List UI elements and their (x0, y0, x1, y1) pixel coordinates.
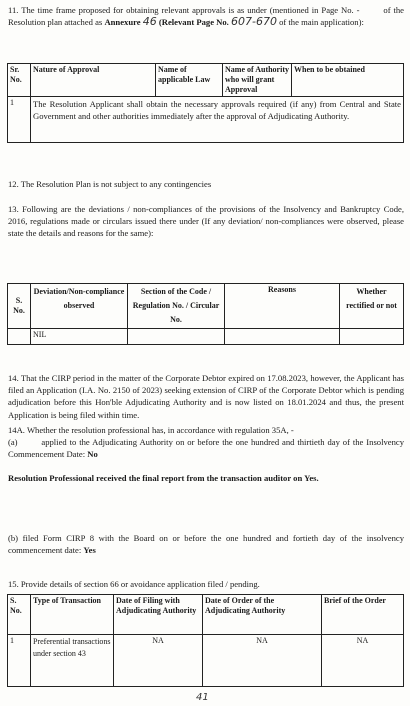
avoidance-header-order: Date of Order of the Adjudicating Authority (203, 595, 322, 635)
section-14a-intro: 14A. Whether the resolution professional has, in accordance with regulation 35A, - (8, 425, 294, 435)
avoidance-header-brief: Brief of the Order (322, 595, 404, 635)
relevant-page-label: (Relevant Page No. (158, 17, 229, 28)
approvals-header-sr: Sr. No. (8, 64, 31, 97)
section-12-text: 12. The Resolution Plan is not subject to any contingencies (8, 179, 212, 189)
approvals-row-sr: 1 (8, 97, 31, 143)
approvals-header-authority: Name of Authority who will grant Approval (223, 64, 292, 97)
annexure-number-handwritten: 46 (142, 15, 157, 29)
approvals-header-nature: Nature of Approval (31, 64, 156, 97)
avoidance-row-order: NA (203, 635, 322, 687)
avoidance-header-filing: Date of Filing with Adjudicating Authority (114, 595, 203, 635)
deviations-row-section (128, 329, 225, 345)
section-14a-a (8, 436, 404, 460)
avoidance-row-type: Preferential transactions under section 43 (31, 635, 114, 687)
section-13-text: 13. Following are the deviations / non-compliances of the provisions of the Insolvency and Bankruptcy Code, 2016, regulations made or circulars issued there under (If any deviation/ non-compliances were observed, please state the details and reasons for the same): (8, 204, 404, 239)
page-number-handwritten: 607-670 (230, 15, 277, 29)
deviations-row-rectified (340, 329, 404, 345)
annexure-label: Annexure (104, 17, 141, 28)
section-14a-b (8, 532, 404, 556)
approvals-table (7, 63, 404, 143)
deviations-header-section: Section of the Code / Regulation No. / Circular No. (128, 284, 225, 329)
section-15-text: 15. Provide details of section 66 or avoidance application filed / pending. (8, 579, 260, 589)
section-14-text: 14. That the CIRP period in the matter of the Corporate Debtor expired on 17.08.2023, however, the Applicant has filed an Application (I.A. No. 2150 of 2023) seeking extension of CIRP of the Corporate Debtor which is pending adjudication before this Hon'ble Adjudicating Authority and is now listed on 18.01.2024 and thus, the present Application is being filed within time. (8, 373, 404, 420)
deviations-row-sno (8, 329, 31, 345)
avoidance-header-sno: S. No. (8, 595, 31, 635)
approvals-header-when: When to be obtained (292, 64, 404, 97)
section-11-line-b: of the Resolution plan attached as (8, 5, 404, 28)
deviations-header-deviation: Deviation/Non-compliance observed (31, 284, 128, 329)
section-11-text (8, 4, 404, 28)
deviations-header-rectified: Whether rectified or not (340, 284, 404, 329)
section-11-line-d: of the main application): (279, 17, 364, 28)
avoidance-row-sno: 1 (8, 635, 31, 687)
deviations-row-nil: NIL (31, 329, 128, 345)
page-number-mark: 41 (196, 692, 209, 703)
section-11-line-a: 11. The time frame proposed for obtaining relevant approvals is as under (mentioned in Page No. - (8, 5, 360, 15)
item-b-answer: Yes (83, 545, 96, 556)
approvals-header-law: Name of applicable Law (156, 64, 223, 97)
item-b-text: (b) filed Form CIRP 8 with the Board on or before the one hundred and fortieth day of the insolvency commencement date: (8, 533, 404, 556)
item-a-label: (a) (8, 437, 18, 447)
deviations-header-sno: S. No. (8, 284, 31, 329)
avoidance-row-filing: NA (114, 635, 203, 687)
item-a-answer: No (87, 449, 98, 460)
avoidance-row-brief: NA (322, 635, 404, 687)
section-14a-report: Resolution Professional received the final report from the transaction auditor on Yes. (8, 473, 319, 483)
deviations-row-reasons (225, 329, 340, 345)
avoidance-table (7, 594, 404, 687)
deviations-table (7, 283, 404, 345)
approvals-row-text: The Resolution Applicant shall obtain the necessary approvals required (if any) from Central and State Government and other authorities immediately after the approval of Adjudicating Authority. (31, 97, 404, 143)
avoidance-header-type: Type of Transaction (31, 595, 114, 635)
deviations-header-reasons: Reasons (225, 284, 340, 329)
item-a-text: applied to the Adjudicating Authority on or before the one hundred and thirtieth day of the Insolvency Commencement Date: (8, 437, 404, 460)
